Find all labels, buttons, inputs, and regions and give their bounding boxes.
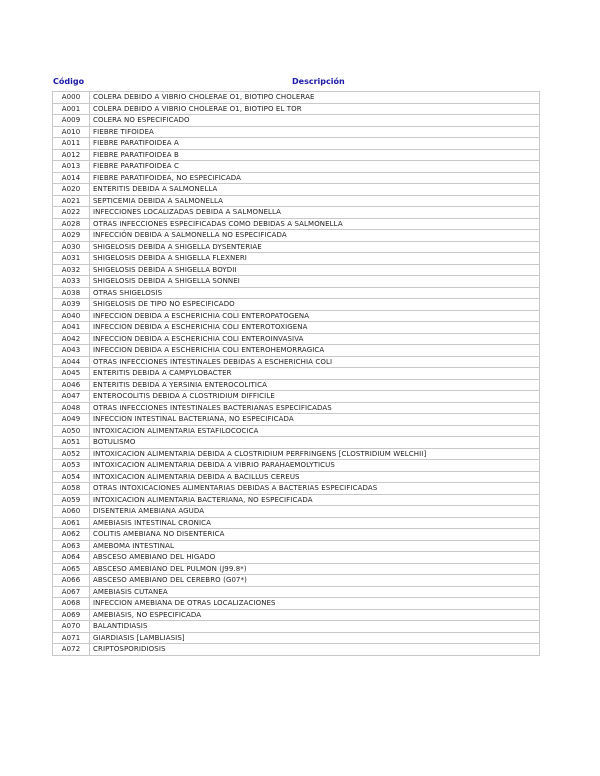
description-cell: ENTEROCOLITIS DEBIDA A CLOSTRIDIUM DIFFICILE <box>90 391 540 403</box>
description-cell: ABSCESO AMEBIANO DEL CEREBRO (G07*) <box>90 575 540 587</box>
table-row <box>53 287 540 299</box>
code-cell: A066 <box>53 575 90 587</box>
description-cell: INFECCIONES LOCALIZADAS DEBIDA A SALMONELLA <box>90 207 540 219</box>
description-cell: INFECCIÓN DEBIDA A SALMONELLA NO ESPECIFICADA <box>90 230 540 242</box>
description-cell: OTRAS INFECCIONES INTESTINALES DEBIDAS A ESCHERICHIA COLI <box>90 356 540 368</box>
table-row <box>53 115 540 127</box>
description-cell: ENTERITIS DEBIDA A SALMONELLA <box>90 184 540 196</box>
table-row <box>53 437 540 449</box>
table-row <box>53 149 540 161</box>
table-row <box>53 598 540 610</box>
table-row <box>53 356 540 368</box>
description-cell: BOTULISMO <box>90 437 540 449</box>
table-row <box>53 184 540 196</box>
table-row <box>53 632 540 644</box>
code-cell: A054 <box>53 471 90 483</box>
code-cell: A049 <box>53 414 90 426</box>
description-cell: AMEBOMA INTESTINAL <box>90 540 540 552</box>
description-cell: OTRAS SHIGELOSIS <box>90 287 540 299</box>
code-cell: A014 <box>53 172 90 184</box>
table-row <box>53 391 540 403</box>
description-cell: FIEBRE PARATIFOIDEA C <box>90 161 540 173</box>
table-row <box>53 563 540 575</box>
table-row <box>53 207 540 219</box>
description-cell: INTOXICACION ALIMENTARIA ESTAFILOCOCICA <box>90 425 540 437</box>
description-cell: AMEBIASIS CUTANEA <box>90 586 540 598</box>
code-cell: A021 <box>53 195 90 207</box>
code-cell: A063 <box>53 540 90 552</box>
code-cell: A009 <box>53 115 90 127</box>
table-row <box>53 621 540 633</box>
code-cell: A051 <box>53 437 90 449</box>
code-cell: A061 <box>53 517 90 529</box>
code-cell: A001 <box>53 103 90 115</box>
code-cell: A000 <box>53 92 90 104</box>
table-row <box>53 368 540 380</box>
description-cell: INFECCION DEBIDA A ESCHERICHIA COLI ENTEROTOXIGENA <box>90 322 540 334</box>
code-cell: A069 <box>53 609 90 621</box>
code-cell: A058 <box>53 483 90 495</box>
table-header <box>52 75 540 89</box>
table-row <box>53 322 540 334</box>
header-description: Descripción <box>292 77 345 86</box>
table-row <box>53 379 540 391</box>
code-cell: A060 <box>53 506 90 518</box>
table-row <box>53 460 540 472</box>
description-cell: OTRAS INFECCIONES INTESTINALES BACTERIANAS ESPECIFICADAS <box>90 402 540 414</box>
description-cell: INFECCION AMEBIANA DE OTRAS LOCALIZACIONES <box>90 598 540 610</box>
table-row <box>53 575 540 587</box>
table-row <box>53 402 540 414</box>
table-row <box>53 540 540 552</box>
table-row <box>53 172 540 184</box>
description-cell: ENTERITIS DEBIDA A YERSINIA ENTEROCOLITICA <box>90 379 540 391</box>
code-cell: A042 <box>53 333 90 345</box>
code-cell: A039 <box>53 299 90 311</box>
code-cell: A012 <box>53 149 90 161</box>
description-cell: INFECCION DEBIDA A ESCHERICHIA COLI ENTEROPATOGENA <box>90 310 540 322</box>
description-cell: DISENTERIA AMEBIANA AGUDA <box>90 506 540 518</box>
table-row <box>53 494 540 506</box>
description-cell: BALANTIDIASIS <box>90 621 540 633</box>
description-cell: INFECCION DEBIDA A ESCHERICHIA COLI ENTEROHEMORRAGICA <box>90 345 540 357</box>
description-cell: INFECCION DEBIDA A ESCHERICHIA COLI ENTEROINVASIVA <box>90 333 540 345</box>
description-cell: CRIPTOSPORIDIOSIS <box>90 644 540 656</box>
code-cell: A031 <box>53 253 90 265</box>
description-cell: ABSCESO AMEBIANO DEL HIGADO <box>90 552 540 564</box>
table-row <box>53 609 540 621</box>
code-cell: A065 <box>53 563 90 575</box>
description-cell: SHIGELOSIS DEBIDA A SHIGELLA SONNEI <box>90 276 540 288</box>
code-cell: A029 <box>53 230 90 242</box>
table-row <box>53 414 540 426</box>
table-row <box>53 345 540 357</box>
codes-table-body <box>53 92 540 656</box>
code-cell: A032 <box>53 264 90 276</box>
table-row <box>53 253 540 265</box>
code-cell: A030 <box>53 241 90 253</box>
description-cell: OTRAS INTOXICACIONES ALIMENTARIAS DEBIDAS A BACTERIAS ESPECIFICADAS <box>90 483 540 495</box>
code-cell: A011 <box>53 138 90 150</box>
description-cell: AMEBIASIS INTESTINAL CRONICA <box>90 517 540 529</box>
table-row <box>53 517 540 529</box>
description-cell: SHIGELOSIS DEBIDA A SHIGELLA BOYDII <box>90 264 540 276</box>
description-cell: INFECCION INTESTINAL BACTERIANA, NO ESPECIFICADA <box>90 414 540 426</box>
description-cell: INTOXICACION ALIMENTARIA DEBIDA A VIBRIO PARAHAEMOLYTICUS <box>90 460 540 472</box>
code-cell: A064 <box>53 552 90 564</box>
description-cell: OTRAS INFECCIONES ESPECIFICADAS COMO DEBIDAS A SALMONELLA <box>90 218 540 230</box>
table-row <box>53 126 540 138</box>
description-cell: INTOXICACION ALIMENTARIA DEBIDA A CLOSTRIDIUM PERFRINGENS [CLOSTRIDIUM WELCHII] <box>90 448 540 460</box>
table-row <box>53 644 540 656</box>
description-cell: FIEBRE TIFOIDEA <box>90 126 540 138</box>
code-cell: A047 <box>53 391 90 403</box>
code-cell: A050 <box>53 425 90 437</box>
code-cell: A068 <box>53 598 90 610</box>
table-row <box>53 506 540 518</box>
code-cell: A072 <box>53 644 90 656</box>
code-cell: A059 <box>53 494 90 506</box>
code-cell: A046 <box>53 379 90 391</box>
code-cell: A062 <box>53 529 90 541</box>
description-cell: INTOXICACION ALIMENTARIA DEBIDA A BACILLUS CEREUS <box>90 471 540 483</box>
table-row <box>53 230 540 242</box>
table-row <box>53 218 540 230</box>
table-row <box>53 241 540 253</box>
code-cell: A020 <box>53 184 90 196</box>
description-cell: SHIGELOSIS DEBIDA A SHIGELLA FLEXNERI <box>90 253 540 265</box>
description-cell: COLERA DEBIDO A VIBRIO CHOLERAE O1, BIOTIPO CHOLERAE <box>90 92 540 104</box>
table-row <box>53 310 540 322</box>
description-cell: COLERA NO ESPECIFICADO <box>90 115 540 127</box>
header-code: Código <box>53 77 85 86</box>
description-cell: ABSCESO AMEBIANO DEL PULMON (J99.8*) <box>90 563 540 575</box>
table-row <box>53 425 540 437</box>
code-cell: A022 <box>53 207 90 219</box>
table-row <box>53 448 540 460</box>
code-cell: A010 <box>53 126 90 138</box>
description-cell: INTOXICACION ALIMENTARIA BACTERIANA, NO ESPECIFICADA <box>90 494 540 506</box>
description-cell: SHIGELOSIS DEBIDA A SHIGELLA DYSENTERIAE <box>90 241 540 253</box>
table-row <box>53 299 540 311</box>
code-cell: A070 <box>53 621 90 633</box>
description-cell: SHIGELOSIS DE TIPO NO ESPECIFICADO <box>90 299 540 311</box>
description-cell: SEPTICEMIA DEBIDA A SALMONELLA <box>90 195 540 207</box>
code-cell: A053 <box>53 460 90 472</box>
description-cell: ENTERITIS DEBIDA A CAMPYLOBACTER <box>90 368 540 380</box>
description-cell: AMEBIASIS, NO ESPECIFICADA <box>90 609 540 621</box>
table-row <box>53 552 540 564</box>
code-cell: A045 <box>53 368 90 380</box>
table-row <box>53 333 540 345</box>
table-row <box>53 138 540 150</box>
description-cell: FIEBRE PARATIFOIDEA, NO ESPECIFICADA <box>90 172 540 184</box>
table-row <box>53 483 540 495</box>
code-cell: A067 <box>53 586 90 598</box>
code-cell: A013 <box>53 161 90 173</box>
code-cell: A052 <box>53 448 90 460</box>
table-row <box>53 103 540 115</box>
code-cell: A048 <box>53 402 90 414</box>
code-cell: A041 <box>53 322 90 334</box>
table-row <box>53 471 540 483</box>
table-row <box>53 529 540 541</box>
table-row <box>53 586 540 598</box>
description-cell: COLITIS AMEBIANA NO DISENTERICA <box>90 529 540 541</box>
code-cell: A038 <box>53 287 90 299</box>
table-row <box>53 161 540 173</box>
codes-table <box>52 91 540 656</box>
description-cell: FIEBRE PARATIFOIDEA A <box>90 138 540 150</box>
code-cell: A071 <box>53 632 90 644</box>
code-cell: A044 <box>53 356 90 368</box>
code-cell: A028 <box>53 218 90 230</box>
table-row <box>53 276 540 288</box>
description-cell: GIARDIASIS [LAMBLIASIS] <box>90 632 540 644</box>
code-cell: A040 <box>53 310 90 322</box>
code-cell: A043 <box>53 345 90 357</box>
code-cell: A033 <box>53 276 90 288</box>
description-cell: COLERA DEBIDO A VIBRIO CHOLERAE O1, BIOTIPO EL TOR <box>90 103 540 115</box>
description-cell: FIEBRE PARATIFOIDEA B <box>90 149 540 161</box>
table-row <box>53 92 540 104</box>
table-row <box>53 264 540 276</box>
table-row <box>53 195 540 207</box>
